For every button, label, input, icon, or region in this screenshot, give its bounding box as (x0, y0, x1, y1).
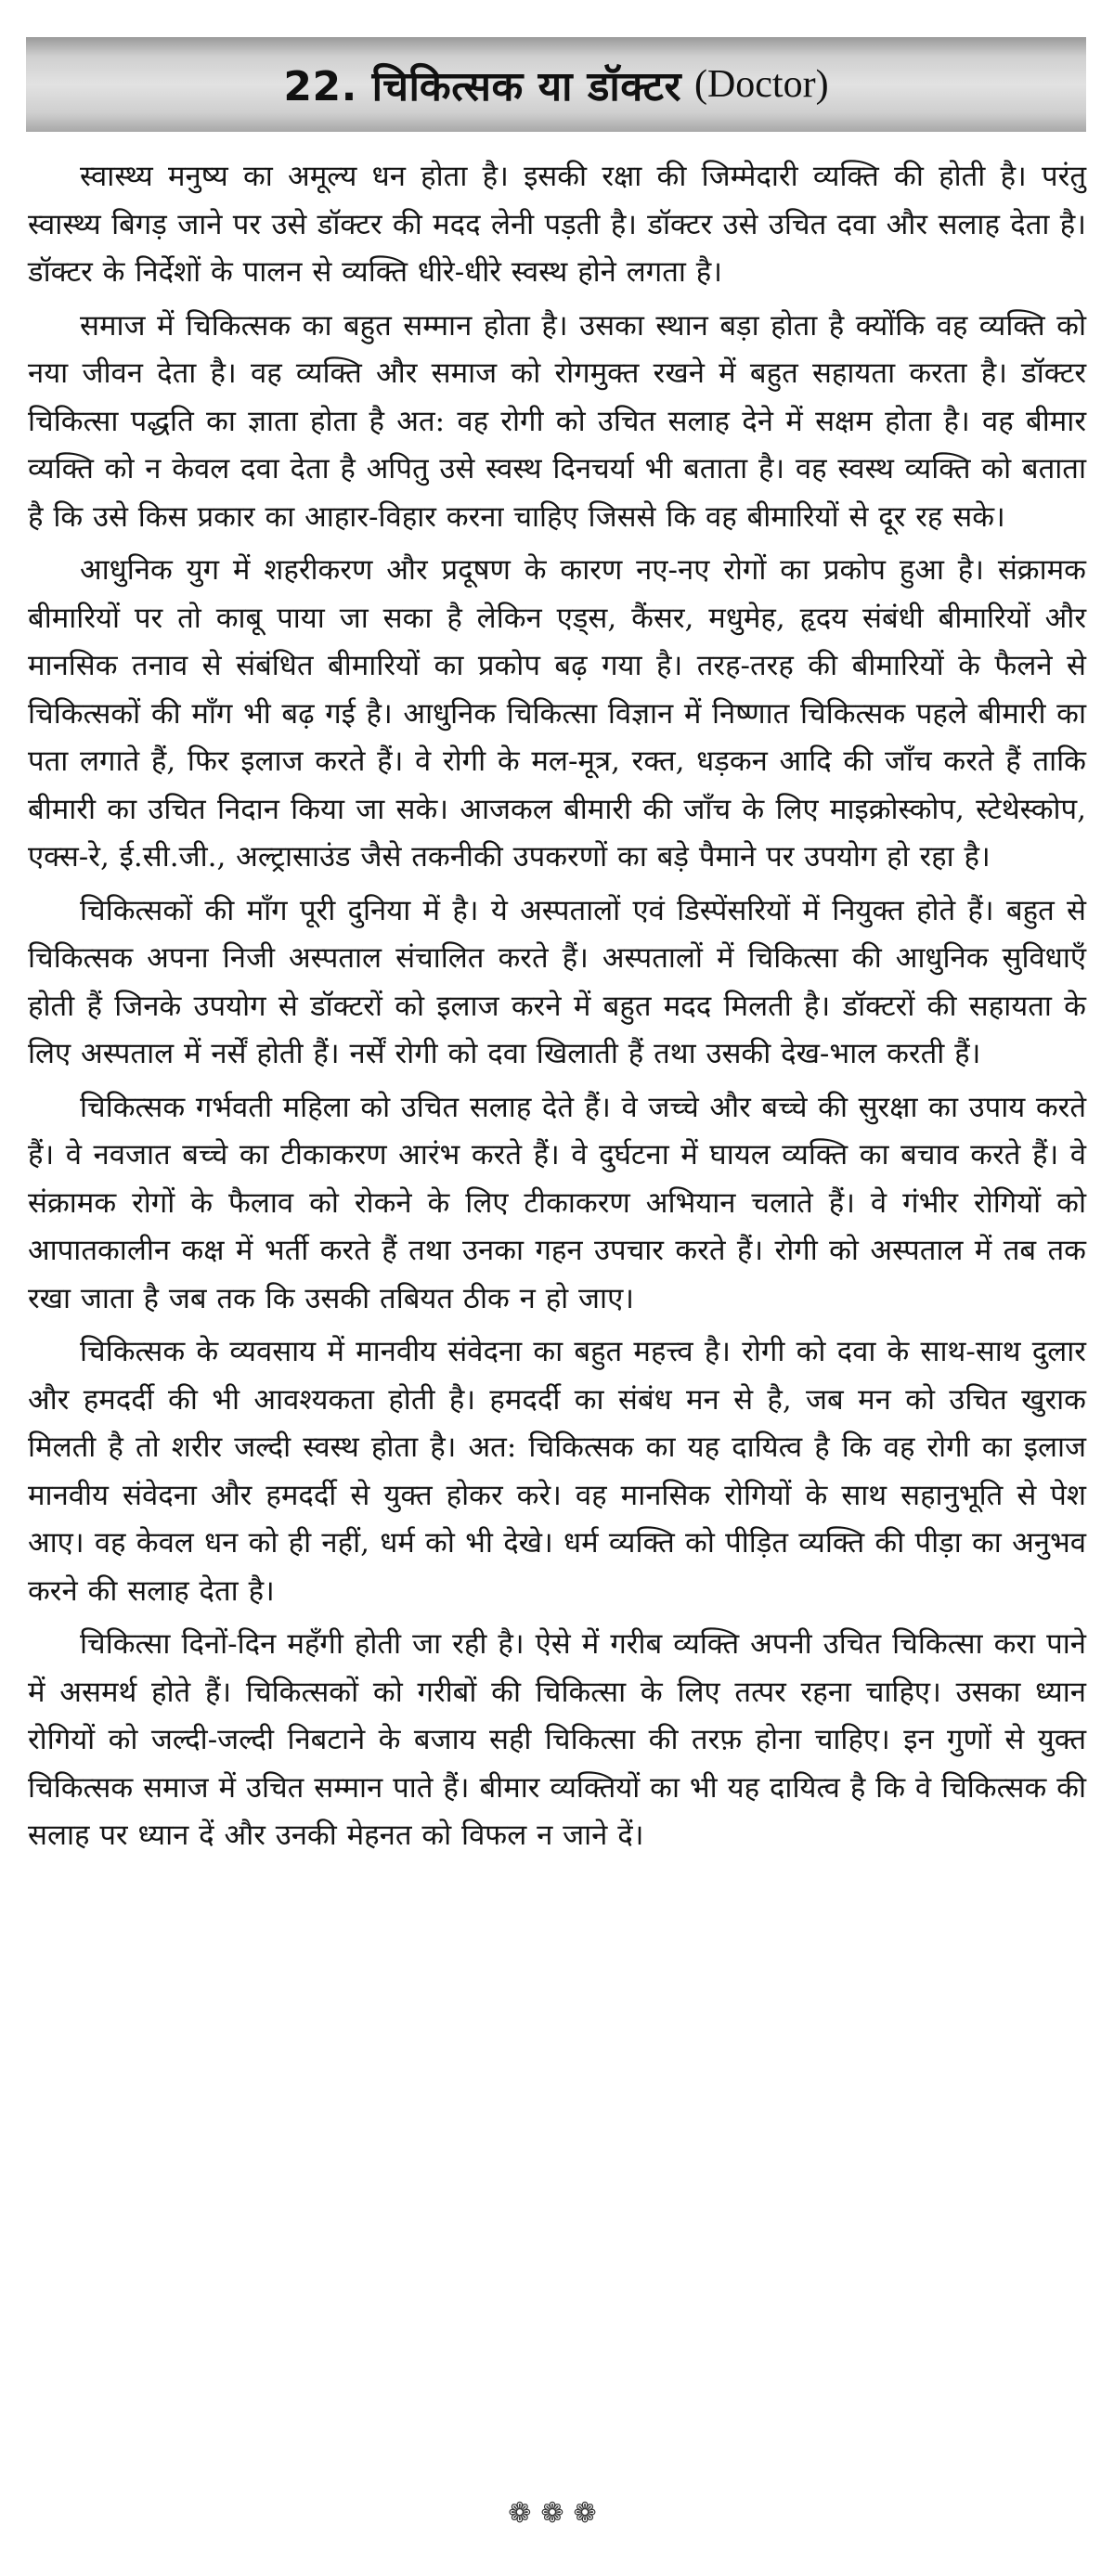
page-title: 22. चिकित्सक या डॉक्टर (283, 63, 681, 110)
essay-body (28, 153, 1086, 1866)
paragraph-1: स्वास्थ्य मनुष्य का अमूल्य धन होता है। इसकी रक्षा की जिम्मेदारी व्यक्ति की होती है। परंतु स्वास्थ्य बिगड़ जाने पर उसे डॉक्टर की मदद लेनी पड़ती है। डॉक्टर उसे उचित दवा और सलाह देता है। डॉक्टर के निर्देशों के पालन से व्यक्ति धीरे-धीरे स्वस्थ होने लगता है। (28, 160, 1086, 289)
flower-ornament-icon: ❁❁❁ (508, 2497, 606, 2530)
paragraph-6: चिकित्सक के व्यवसाय में मानवीय संवेदना का बहुत महत्त्व है। रोगी को दवा के साथ-साथ दुलार और हमदर्दी की भी आवश्यकता होती है। हमदर्दी का संबंध मन से है, जब मन को उचित खुराक मिलती है तो शरीर जल्दी स्वस्थ होता है। अत: चिकित्सक का यह दायित्व है कि वह रोगी का इलाज मानवीय संवेदना और हमदर्दी से युक्त होकर करे। वह मानसिक रोगियों के साथ सहानुभूति से पेश आए। वह केवल धन को ही नहीं, धर्म को भी देखे। धर्म व्यक्ति को पीड़ित व्यक्ति की पीड़ा का अनुभव करने की सलाह देता है। (28, 1335, 1086, 1608)
title-banner (26, 37, 1086, 132)
paragraph-5: चिकित्सक गर्भवती महिला को उचित सलाह देते हैं। वे जच्चे और बच्चे की सुरक्षा का उपाय करते हैं। वे नवजात बच्चे का टीकाकरण आरंभ करते हैं। वे दुर्घटना में घायल व्यक्ति का बचाव करते हैं। वे संक्रामक रोगों के फैलाव को रोकने के लिए टीकाकरण अभियान चलाते हैं। वे गंभीर रोगियों को आपातकालीन कक्ष में भर्ती करते हैं तथा उनका गहन उपचार करते हैं। रोगी को अस्पताल में तब तक रखा जाता है जब तक कि उसकी तबियत ठीक न हो जाए। (28, 1090, 1086, 1315)
paragraph-3: आधुनिक युग में शहरीकरण और प्रदूषण के कारण नए-नए रोगों का प्रकोप हुआ है। संक्रामक बीमारियों पर तो काबू पाया जा सका है लेकिन एड्स, कैंसर, मधुमेह, हृदय संबंधी बीमारियों और मानसिक तनाव से संबंधित बीमारियों का प्रकोप बढ़ गया है। तरह-तरह की बीमारियों के फैलने से चिकित्सकों की माँग भी बढ़ गई है। आधुनिक चिकित्सा विज्ञान में निष्णात चिकित्सक पहले बीमारी का पता लगाते हैं, फिर इलाज करते हैं। वे रोगी के मल-मूत्र, रक्त, धड़कन आदि की जाँच करते हैं ताकि बीमारी का उचित निदान किया जा सके। आजकल बीमारी की जाँच के लिए माइक्रोस्कोप, स्टेथेस्कोप, एक्स-रे, ई.सी.जी., अल्ट्रासाउंड जैसे तकनीकी उपकरणों का बड़े पैमाने पर उपयोग हो रहा है। (28, 553, 1086, 874)
page-title-english: (Doctor) (693, 63, 829, 106)
paragraph-7: चिकित्सा दिनों-दिन महँगी होती जा रही है। ऐसे में गरीब व्यक्ति अपनी उचित चिकित्सा करा पाने में असमर्थ होते हैं। चिकित्सकों को गरीबों की चिकित्सा के लिए तत्पर रहना चाहिए। उसका ध्यान रोगियों को जल्दी-जल्दी निबटाने के बजाय सही चिकित्सा की तरफ़ होना चाहिए। इन गुणों से युक्त चिकित्सक समाज में उचित सम्मान पाते हैं। बीमार व्यक्तियों का भी यह दायित्व है कि वे चिकित्सक की सलाह पर ध्यान दें और उनकी मेहनत को विफल न जाने दें। (28, 1627, 1086, 1852)
paragraph-2: समाज में चिकित्सक का बहुत सम्मान होता है। उसका स्थान बड़ा होता है क्योंकि वह व्यक्ति को नया जीवन देता है। वह व्यक्ति और समाज को रोगमुक्त रखने में बहुत सहायता करता है। डॉक्टर चिकित्सा पद्धति का ज्ञाता होता है अत: वह रोगी को उचित सलाह देने में सक्षम होता है। वह बीमार व्यक्ति को न केवल दवा देता है अपितु उसे स्वस्थ दिनचर्या भी बताता है। वह स्वस्थ व्यक्ति को बताता है कि उसे किस प्रकार का आहार-विहार करना चाहिए जिससे कि वह बीमारियों से दूर रह सके। (28, 308, 1086, 534)
paragraph-4: चिकित्सकों की माँग पूरी दुनिया में है। ये अस्पतालों एवं डिस्पेंसरियों में नियुक्त होते हैं। बहुत से चिकित्सक अपना निजी अस्पताल संचालित करते हैं। अस्पतालों में चिकित्सा की आधुनिक सुविधाएँ होती हैं जिनके उपयोग से डॉक्टरों को इलाज करने में बहुत मदद मिलती है। डॉक्टरों की सहायता के लिए अस्पताल में नर्सें होती हैं। नर्सें रोगी को दवा खिलाती हैं तथा उसकी देख-भाल करती हैं। (28, 893, 1086, 1070)
